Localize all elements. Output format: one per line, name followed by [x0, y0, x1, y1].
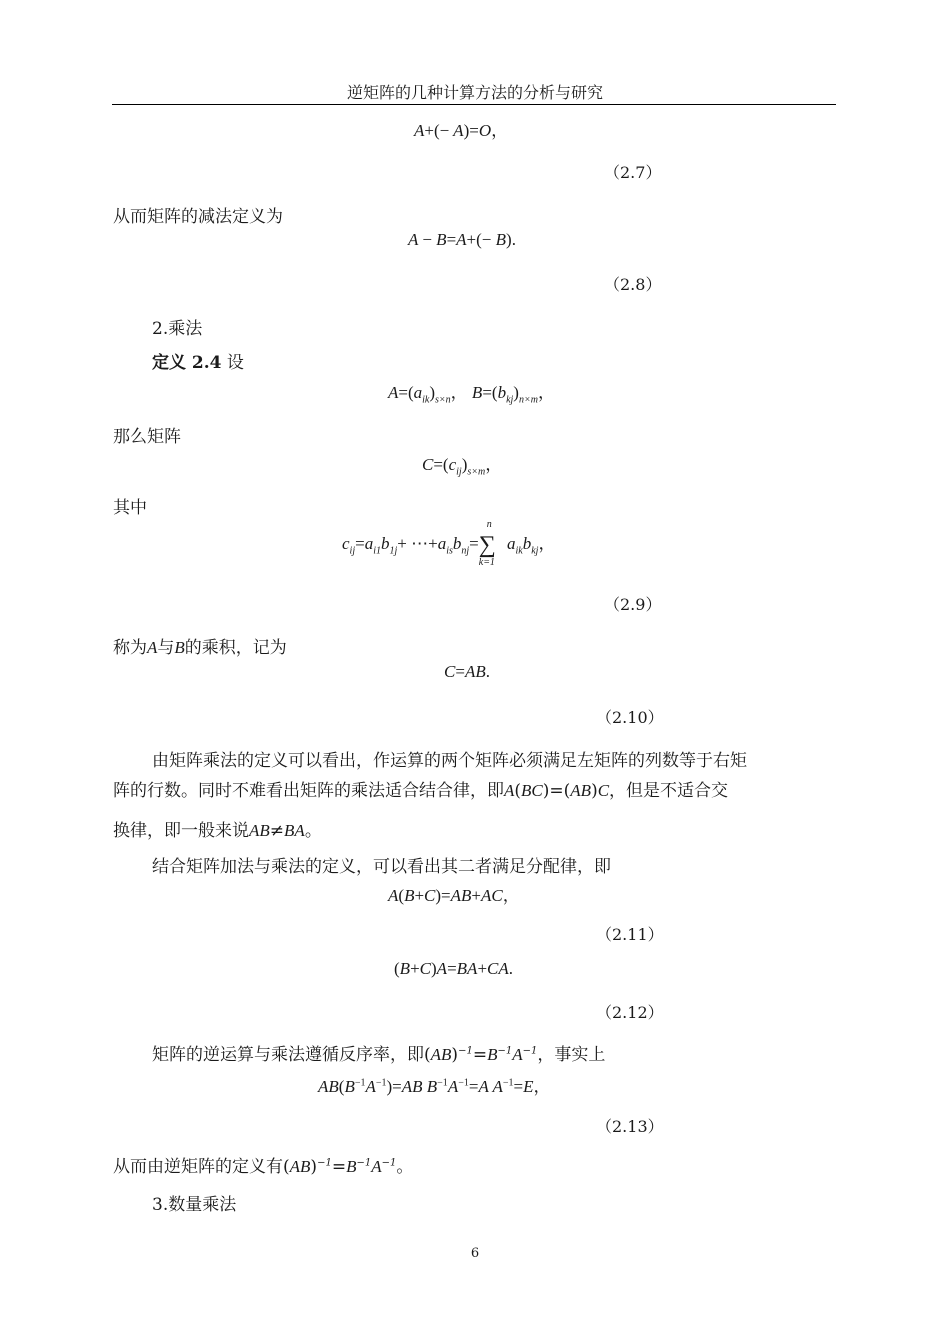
equation-number-2-13: （2.13）: [596, 1117, 664, 1136]
page-number: 6: [470, 1246, 480, 1261]
paragraph-where: 其中: [113, 498, 147, 518]
equation-2-7: A+(− A)=O，: [414, 121, 509, 140]
paragraph-associativity-line-3: 换律，即一般来说AB≠BA。: [113, 821, 322, 841]
equation-2-11: A(B+C)=AB+AC，: [388, 886, 520, 905]
paragraph-conclusion: 从而由逆矩阵的定义有$(AB)^{-1}=B^{-1}A^{-1}$。: [113, 1157, 414, 1177]
equation-number-2-10: （2.10）: [596, 708, 664, 727]
paragraph-associativity-line-1: 由矩阵乘法的定义可以看出，作运算的两个矩阵必须满足左矩阵的列数等于右矩: [152, 751, 747, 771]
section-multiplication: 2.乘法: [152, 319, 203, 339]
running-header: 逆矩阵的几种计算方法的分析与研究: [346, 83, 603, 102]
equation-number-2-12: （2.12）: [596, 1003, 664, 1022]
equation-number-2-9: （2.9）: [604, 595, 662, 614]
equation-definition-ab: $A=(a_{ik})_{s\times n}$， $B=(b_{kj})_{n\times m}$，: [388, 383, 555, 406]
equation-2-12: (B+C)A=BA+CA.: [394, 959, 514, 978]
definition-2-4: [152, 348, 244, 373]
paragraph-inverse: 矩阵的逆运算与乘法遵循反序率，即$(AB)^{-1}=B^{-1}A^{-1}$，事实上: [152, 1045, 606, 1065]
paragraph-associativity-line-2: 阵的行数。同时不难看出矩阵的乘法适合结合律，即A(BC)=(AB)C，但是不适合交: [113, 781, 729, 801]
equation-number-2-11: （2.11）: [596, 925, 664, 944]
equation-2-9: $c_{ij}=a_{i1}b_{1j}+$ $\cdots+a_{is}b_{nj}=$ ∑ n k=1 $a_{ik}b_{kj}$，: [342, 519, 556, 568]
equation-c: $C=(c_{ij})_{s\times m}$，: [422, 455, 503, 478]
definition-text: 设: [226, 353, 244, 373]
definition-label: 定义 2.4: [152, 353, 222, 373]
equation-2-8: A − B=A+(− B).: [408, 230, 516, 249]
equation-2-13: $AB(B^{-1}A^{-1})=AB$ $B^{-1}A^{-1}=A$ $A^{-1}=E$，: [318, 1077, 551, 1096]
equation-number-2-8: （2.8）: [604, 275, 662, 294]
summation-symbol: ∑ n k=1: [478, 519, 496, 568]
paragraph-distributive: 结合矩阵加法与乘法的定义，可以看出其二者满足分配律，即: [152, 857, 611, 877]
equation-2-10: C=AB.: [444, 662, 490, 681]
equation-number-2-7: （2.7）: [604, 163, 662, 182]
paragraph-product: 称为A与B的乘积，记为: [113, 638, 287, 658]
paragraph-then-matrix: 那么矩阵: [113, 427, 181, 447]
paragraph-subtraction: 从而矩阵的减法定义为: [113, 207, 283, 227]
section-scalar-multiplication: 3.数量乘法: [152, 1195, 237, 1215]
header-rule: [112, 104, 836, 105]
